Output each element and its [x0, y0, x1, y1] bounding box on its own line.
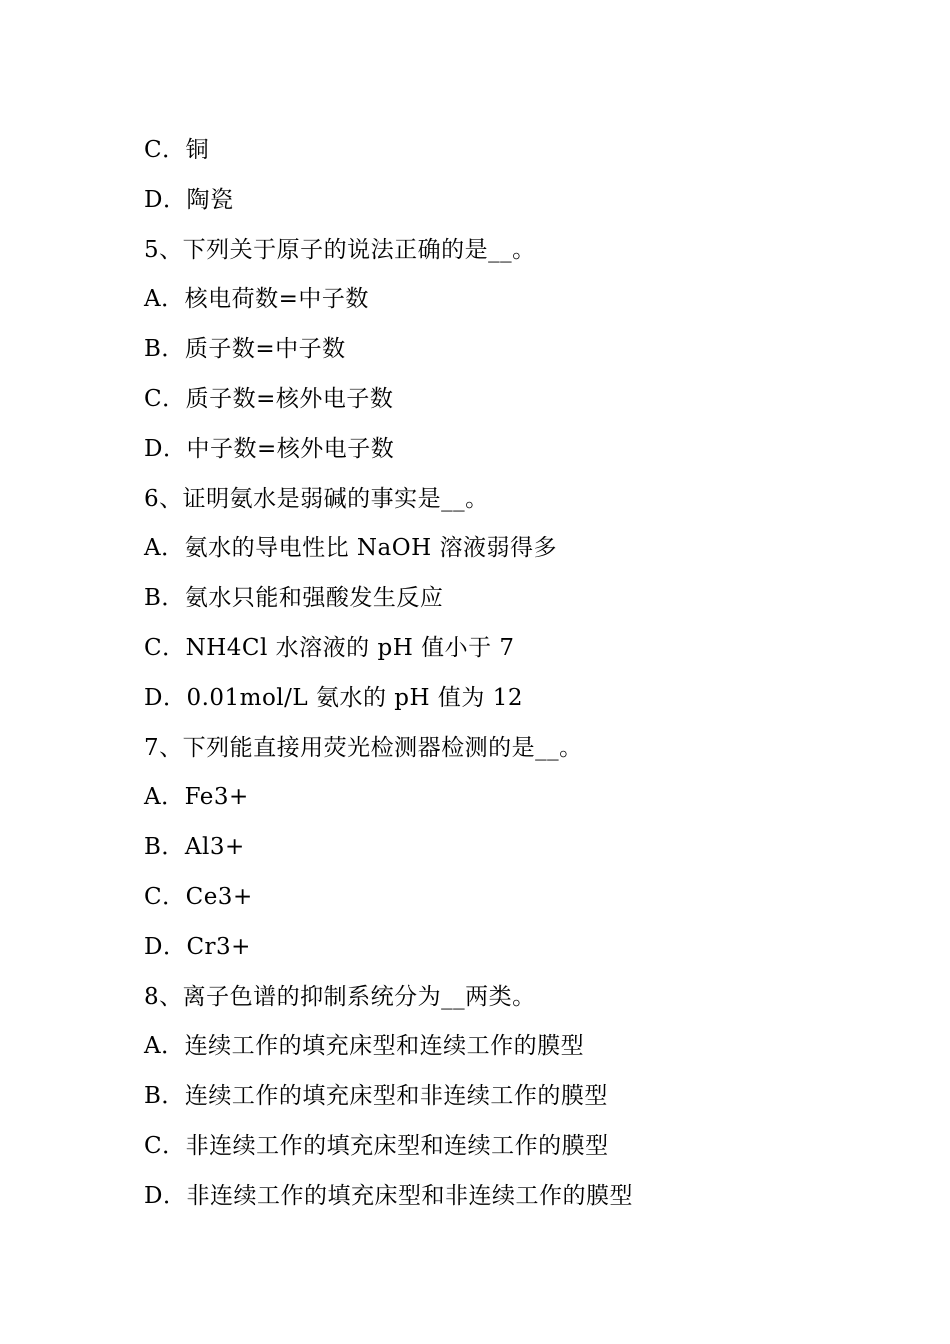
question-6: 6、证明氨水是弱碱的事实是__。 [144, 485, 489, 512]
option-c-copper: C．铜 [144, 137, 210, 163]
question-8-option-c: C．非连续工作的填充床型和连续工作的膜型 [144, 1132, 609, 1159]
question-6-option-c: C．NH4Cl 水溶液的 pH 值小于 7 [144, 634, 515, 661]
document-page [144, 126, 844, 1222]
question-7: 7、下列能直接用荧光检测器检测的是__。 [144, 734, 583, 761]
question-8-option-d: D．非连续工作的填充床型和非连续工作的膜型 [144, 1182, 633, 1209]
question-6-option-d: D．0.01mol/L 氨水的 pH 值为 12 [144, 684, 523, 711]
question-5-option-c: C．质子数=核外电子数 [144, 385, 394, 412]
question-5-option-a: A．核电荷数=中子数 [144, 286, 369, 313]
question-5-option-d: D．中子数=核外电子数 [144, 435, 395, 462]
question-5: 5、下列关于原子的说法正确的是__。 [144, 236, 536, 263]
question-5-option-b: B．质子数=中子数 [144, 336, 346, 363]
question-7-option-a: A．Fe3+ [144, 784, 249, 811]
question-7-option-d: D．Cr3+ [144, 933, 251, 960]
question-8-option-a: A．连续工作的填充床型和连续工作的膜型 [144, 1033, 585, 1060]
question-7-option-b: B．Al3+ [144, 834, 245, 861]
question-6-option-a: A．氨水的导电性比 NaOH 溶液弱得多 [144, 535, 557, 562]
question-8-option-b: B．连续工作的填充床型和非连续工作的膜型 [144, 1083, 608, 1110]
question-8: 8、离子色谱的抑制系统分为__两类。 [144, 983, 536, 1010]
question-6-option-b: B．氨水只能和强酸发生反应 [144, 585, 444, 612]
question-7-option-c: C．Ce3+ [144, 883, 253, 910]
option-d-ceramic: D．陶瓷 [144, 186, 234, 213]
